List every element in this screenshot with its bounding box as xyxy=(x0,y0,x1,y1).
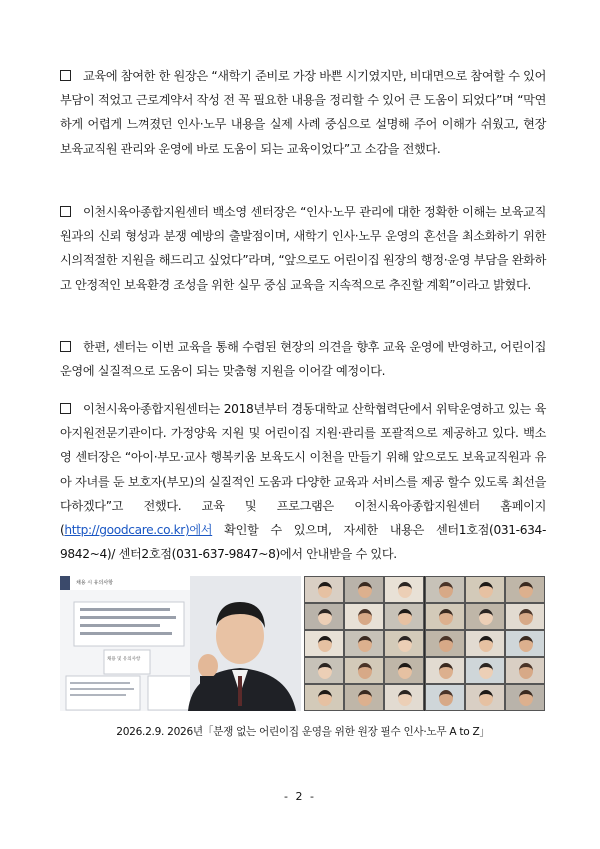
paragraph-4-text-b: 확인할 수 있으며, 자세한 내용은 센터1호점(031-634-9842~4)/ 센터2호점(031-637-9847~8)에서 안내받을 수 있다. xyxy=(60,523,546,562)
participant-video-tile xyxy=(304,603,344,630)
participant-face xyxy=(358,690,372,706)
participant-face xyxy=(318,663,332,679)
participant-video-tile xyxy=(384,657,424,684)
participant-face xyxy=(398,690,412,706)
participant-face xyxy=(358,663,372,679)
participant-video-tile xyxy=(465,684,505,711)
participant-video-tile xyxy=(344,630,384,657)
homepage-link[interactable]: http://goodcare.co.kr)에서 xyxy=(64,523,213,538)
paragraph-1 xyxy=(60,64,546,161)
participant-face xyxy=(439,609,453,625)
participant-video-tile xyxy=(465,603,505,630)
participant-face xyxy=(519,609,533,625)
slide-heading: 채용 시 유의사항 xyxy=(76,580,113,586)
photo-caption: 2026.2.9. 2026년「분쟁 없는 어린이집 운영을 위한 원장 필수 인사·노무 A to Z」 xyxy=(116,726,490,738)
participant-face xyxy=(358,636,372,652)
participant-face xyxy=(398,609,412,625)
paragraph-4-text-a: 이천시육아종합지원센터는 2018년부터 경동대학교 산학협력단에서 위탁운영하고 있는 육아지원전문기관이다. 가정양육 지원 및 어린이집 지원·관리를 포괄적으로 제공하고 있다. 백소영 센터장은 “아이·부모·교사 행복키움 보육도시 이천을 만들기 위해 앞으로도 보육교직원과 유아 자녀를 둔 보호자(부모)의 실질적인 도움과 다양한 교육과 서비스를 제공 할수 있도록 최선을 다하겠다”고 전했다. 교육 및 프로그램은 이천시육아종합지원센터 홈페이지( xyxy=(60,402,546,538)
participant-face xyxy=(519,582,533,598)
checkbox-bullet-icon xyxy=(60,403,71,414)
checkbox-bullet-icon xyxy=(60,341,71,352)
participant-face xyxy=(479,690,493,706)
participant-face xyxy=(479,609,493,625)
participant-face xyxy=(519,636,533,652)
participant-video-tile xyxy=(384,684,424,711)
paragraph-1-text: 교육에 참여한 한 원장은 “새학기 준비로 가장 바쁜 시기였지만, 비대면으로 참여할 수 있어 부담이 적었고 근로계약서 작성 전 꼭 필요한 내용을 정리할 수 있어 큰 도움이 되었다”며 “막연하게 어렵게 느껴졌던 인사·노무 내용을 실제 사례 중심으로 설명해 주어 이해가 쉬웠고, 현장 보육교직원 관리와 운영에 바로 도움이 되는 교육이었다”고 소감을 전했다. xyxy=(60,69,547,156)
participant-face xyxy=(358,582,372,598)
participant-video-tile xyxy=(384,603,424,630)
participant-face xyxy=(439,582,453,598)
participant-video-tile xyxy=(344,576,384,603)
participant-video-tile xyxy=(505,657,545,684)
participant-face xyxy=(398,636,412,652)
checkbox-bullet-icon xyxy=(60,206,71,217)
lecture-photo xyxy=(60,576,301,711)
participant-face xyxy=(519,663,533,679)
participant-video-tile xyxy=(304,684,344,711)
participant-face xyxy=(439,690,453,706)
participant-video-tile xyxy=(304,630,344,657)
page-number: - 2 - xyxy=(284,790,316,803)
paragraph-4 xyxy=(60,397,546,566)
participant-face xyxy=(479,582,493,598)
participant-face xyxy=(398,663,412,679)
participant-video-tile xyxy=(465,576,505,603)
paragraph-2 xyxy=(60,200,546,297)
participant-face xyxy=(318,609,332,625)
participant-face xyxy=(318,690,332,706)
participant-video-tile xyxy=(425,657,465,684)
participant-face xyxy=(479,663,493,679)
paragraph-2-text: 이천시육아종합지원센터 백소영 센터장은 “인사·노무 관리에 대한 정확한 이해는 보육교직원과의 신뢰 형성과 분쟁 예방의 출발점이며, 새학기 인사·노무 운영의 혼선을 최소화하기 위한 시의적절한 지원을 해드리고 싶었다”라며, “앞으로도 어린이집 원장의 행정·운영 부담을 완화하고 안정적인 보육환경 조성을 위한 실무 중심 교육을 지속적으로 추진할 계획”이라고 밝혔다. xyxy=(60,205,546,292)
participant-face xyxy=(358,609,372,625)
participant-video-tile xyxy=(505,603,545,630)
participant-video-tile xyxy=(425,684,465,711)
participant-video-tile xyxy=(425,576,465,603)
checkbox-bullet-icon xyxy=(60,70,71,81)
participant-video-tile xyxy=(425,603,465,630)
slide-box-label: 채용 및 유의사항 xyxy=(107,657,141,662)
participant-face xyxy=(479,636,493,652)
participant-video-tile xyxy=(304,576,344,603)
participant-face xyxy=(439,663,453,679)
lecture-photo-illustration xyxy=(60,576,301,711)
participant-video-tile xyxy=(344,684,384,711)
paragraph-3 xyxy=(60,335,546,383)
participant-video-tile xyxy=(344,603,384,630)
participant-video-tile xyxy=(304,657,344,684)
participant-video-tile xyxy=(465,657,505,684)
participant-video-tile xyxy=(465,630,505,657)
participant-face xyxy=(318,636,332,652)
participant-face xyxy=(398,582,412,598)
paragraph-3-text: 한편, 센터는 이번 교육을 통해 수렴된 현장의 의견을 향후 교육 운영에 반영하고, 어린이집 운영에 실질적으로 도움이 되는 맞춤형 지원을 이어갈 예정이다. xyxy=(60,340,546,379)
participant-face xyxy=(439,636,453,652)
participant-video-tile xyxy=(384,630,424,657)
video-conference-photo xyxy=(304,576,545,711)
participant-face xyxy=(318,582,332,598)
participant-video-tile xyxy=(425,630,465,657)
participant-video-tile xyxy=(505,684,545,711)
participant-video-tile xyxy=(505,630,545,657)
participant-video-tile xyxy=(505,576,545,603)
participant-video-tile xyxy=(344,657,384,684)
participant-video-tile xyxy=(384,576,424,603)
participant-face xyxy=(519,690,533,706)
